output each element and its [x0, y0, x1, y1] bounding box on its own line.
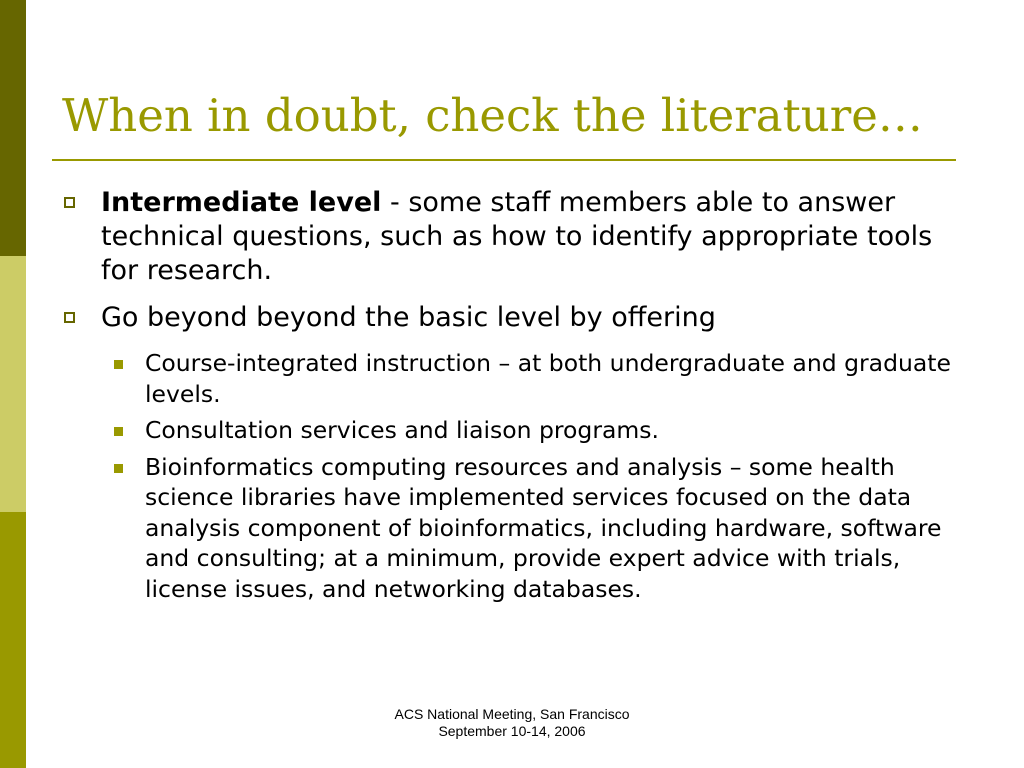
bullet-strong-text: Intermediate level — [101, 187, 382, 218]
sub-bullet-text: Course-integrated instruction – at both undergraduate and graduate levels. — [145, 349, 951, 408]
sub-bullet-consultation — [62, 415, 972, 446]
sub-bullet-course-integrated — [62, 348, 972, 409]
footer-line-event: ACS National Meeting, San Francisco — [394, 706, 630, 722]
slide-footer — [340, 706, 684, 740]
sub-bullet-text: Bioinformatics computing resources and analysis – some health science libraries have implemented services focused on the data analysis component of bioinformatics, including hardware, software and consulting; at a minimum, provide expert advice with trials, license issues, and networking databases. — [145, 452, 942, 603]
filled-square-bullet-icon — [114, 360, 123, 369]
bullet-go-beyond — [62, 301, 972, 335]
sidebar-stripe-light — [0, 256, 26, 512]
filled-square-bullet-icon — [114, 464, 123, 473]
footer-line-dates: September 10-14, 2006 — [438, 723, 586, 739]
bullet-text: Go beyond beyond the basic level by offering — [101, 302, 716, 333]
sidebar-stripe-olive — [0, 512, 26, 768]
filled-square-bullet-icon — [114, 427, 123, 436]
slide-body — [62, 186, 972, 610]
bullet-text: - some staff members able to answer technical questions, such as how to identify appropriate tools for research. — [101, 187, 933, 286]
slide-title: When in doubt, check the literature… — [62, 89, 923, 142]
sub-bullet-bioinformatics — [62, 452, 972, 605]
sidebar-stripe-dark — [0, 0, 26, 256]
hollow-square-bullet-icon — [64, 197, 75, 208]
sub-bullet-text: Consultation services and liaison programs. — [145, 416, 660, 444]
title-underline — [52, 159, 956, 161]
hollow-square-bullet-icon — [64, 312, 75, 323]
bullet-intermediate-level — [62, 186, 972, 288]
